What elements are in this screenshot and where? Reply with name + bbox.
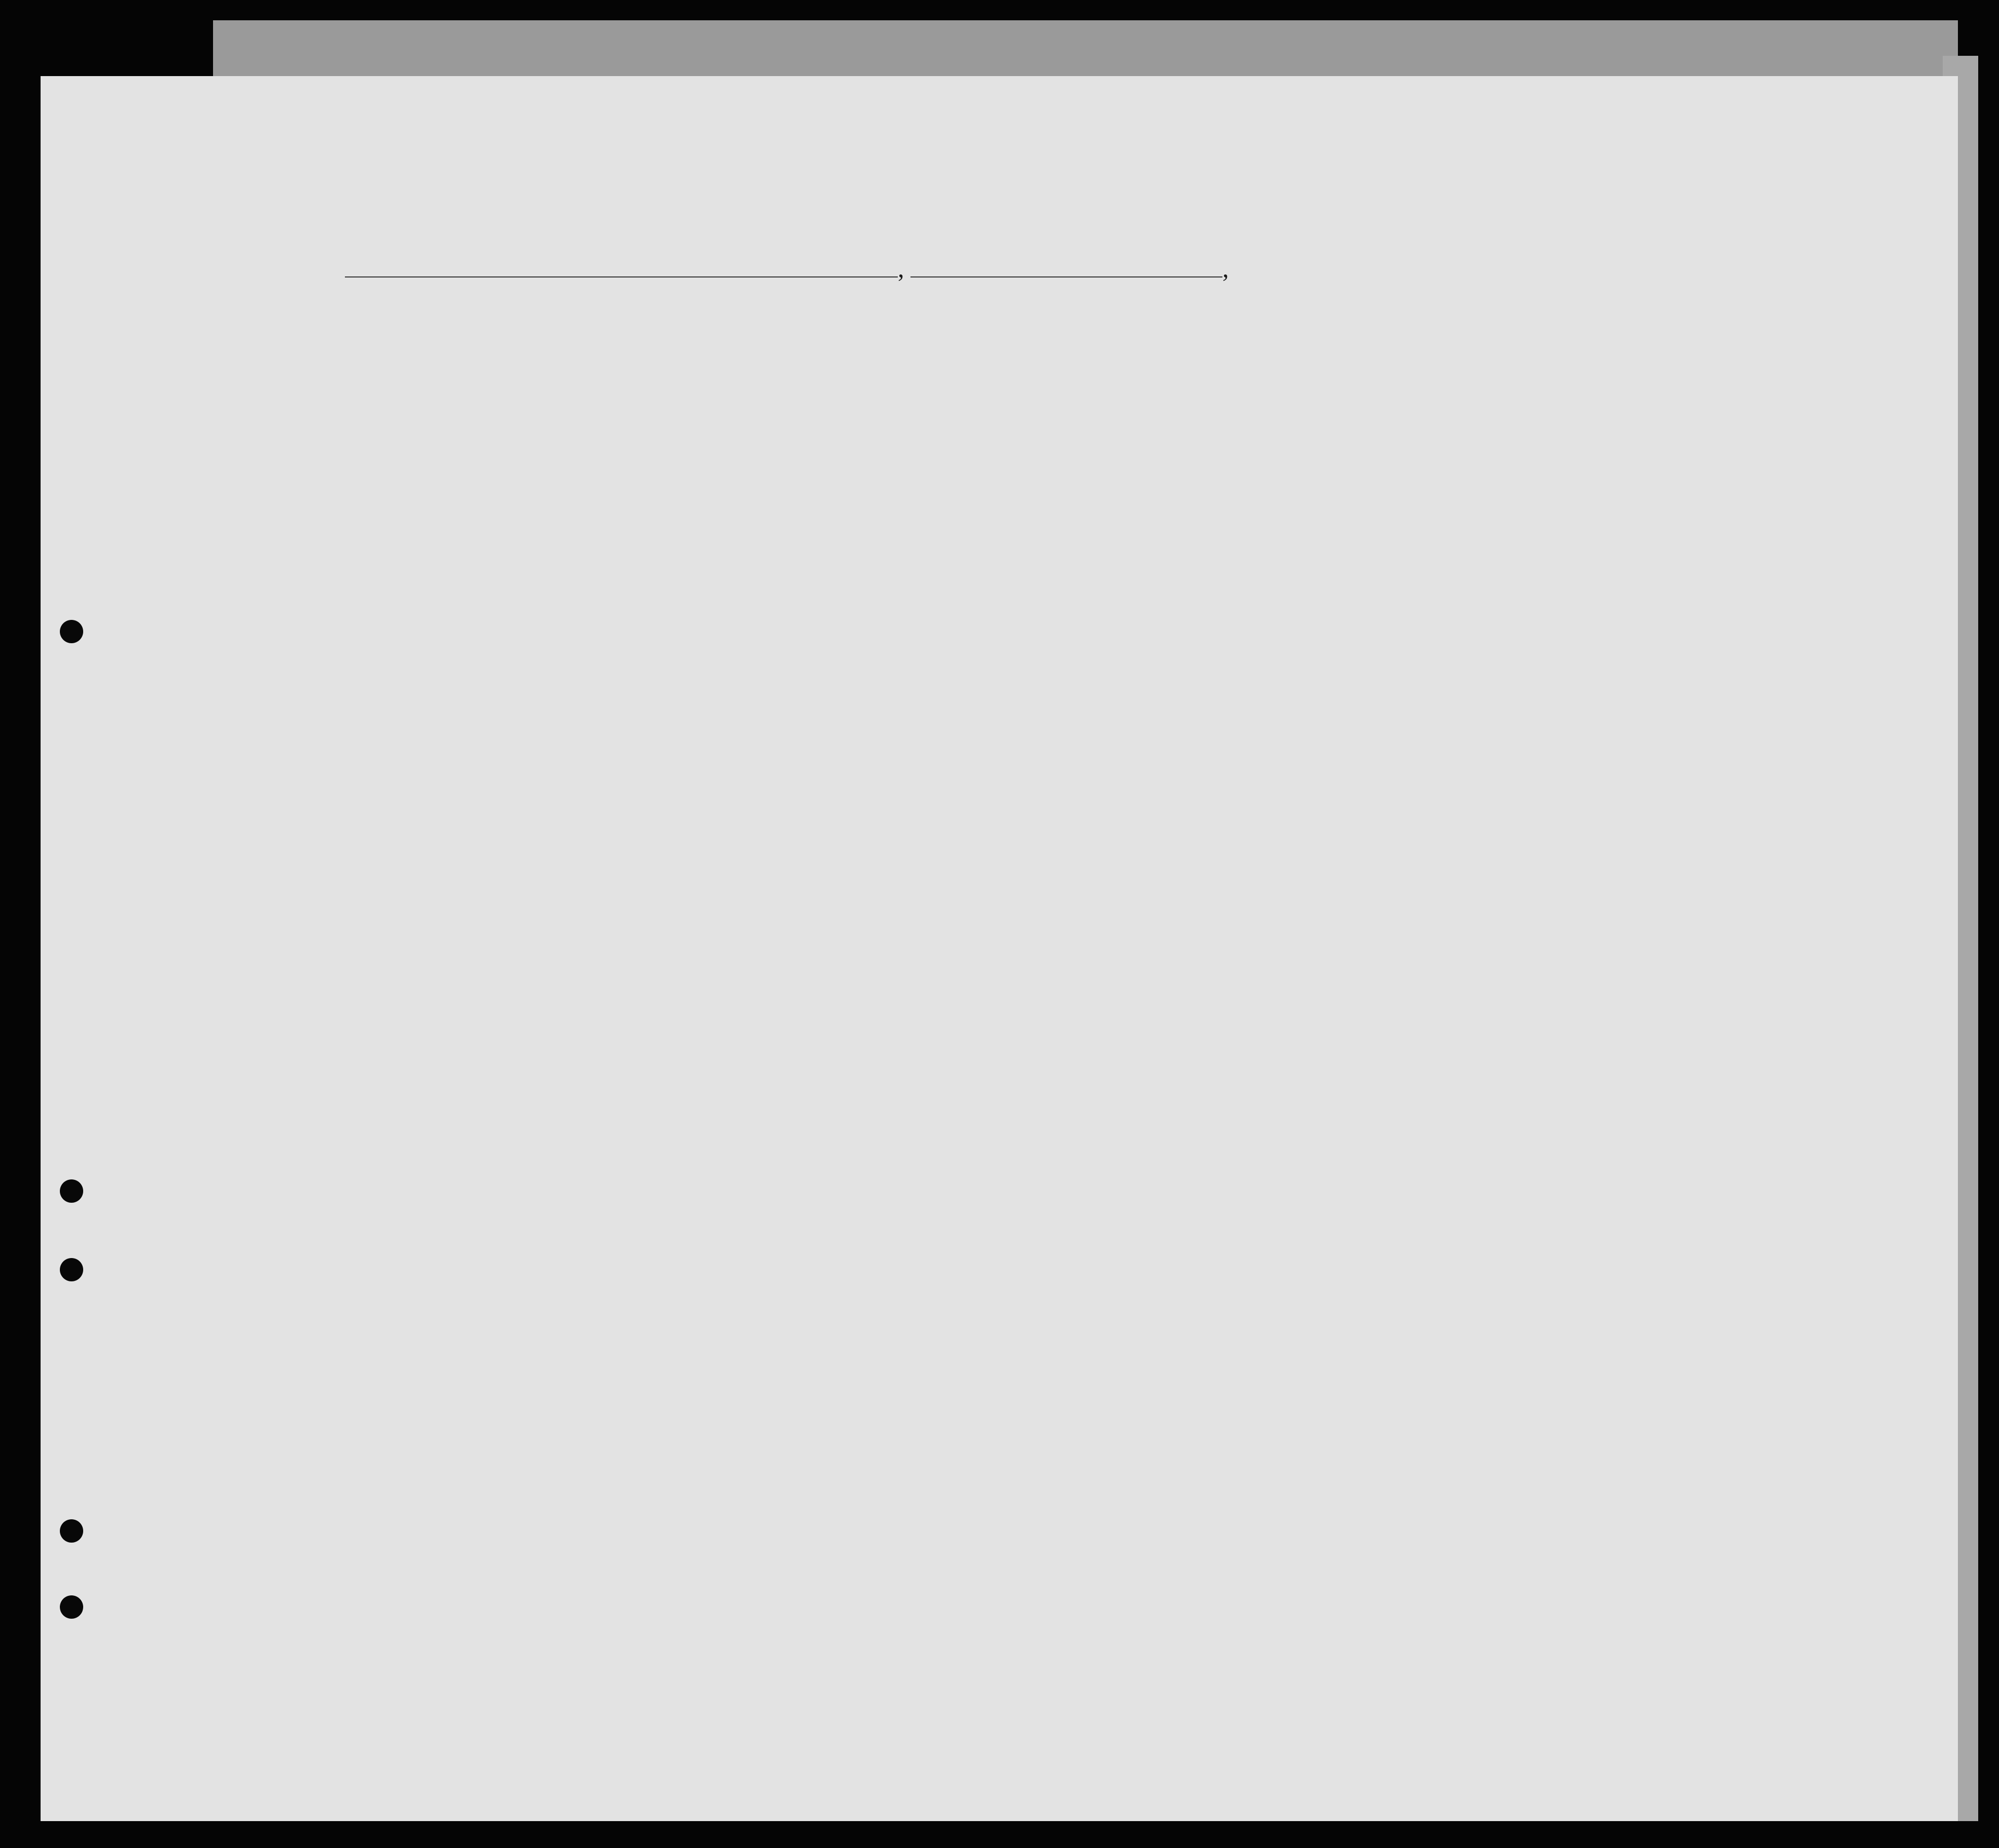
- binder-hole: [60, 1179, 83, 1203]
- binder-hole: [60, 1519, 83, 1543]
- manifest-grid: [41, 76, 1958, 1821]
- comma-1: ,: [898, 254, 904, 283]
- binder-hole: [60, 1595, 83, 1619]
- binder-hole: [60, 1258, 83, 1281]
- binder-hole: [60, 620, 83, 643]
- comma-2: ,: [1222, 254, 1229, 283]
- manifest-sheet: [41, 76, 1958, 1821]
